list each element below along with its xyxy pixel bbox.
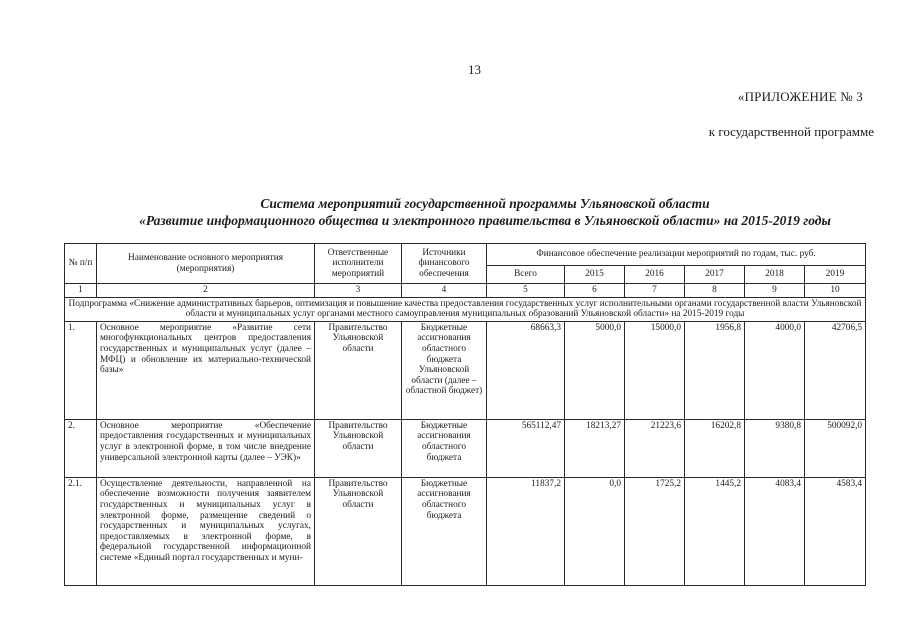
header-total: Всего [487, 266, 565, 284]
row-2018: 4000,0 [745, 321, 805, 419]
measures-table [64, 243, 866, 586]
subprogram-row [65, 297, 866, 321]
row-total: 11837,2 [487, 477, 565, 585]
table-row [65, 477, 866, 585]
column-numbers-row [65, 284, 866, 298]
col-number: 3 [315, 284, 402, 298]
header-year-2015: 2015 [565, 266, 625, 284]
row-2019: 42706,5 [805, 321, 866, 419]
row-name: Осуществление деятельности, направленной на обеспечение возможности получения заявителем государственных и муниципальных услуг в электронной форме, размещение сведений о государственных и муниципальных услугах, предоставляемых в электронной форме, в федеральной государственной информационной системе «Единый портал государственных и муни- [97, 477, 315, 585]
row-num: 2.1. [65, 477, 97, 585]
row-2018: 9380,8 [745, 419, 805, 477]
row-name: Основное мероприятие «Обеспечение предоставления государственных и муниципальных услуг в электронной форме, в том числе внедрение универсальной электронной карты (далее – УЭК)» [97, 419, 315, 477]
row-2019: 500092,0 [805, 419, 866, 477]
row-executor: Правительство Ульяновской области [315, 419, 402, 477]
row-2016: 15000,0 [625, 321, 685, 419]
row-source: Бюджетные ассигнования областного бюджета [402, 419, 487, 477]
row-2017: 1956,8 [685, 321, 745, 419]
subprogram-title: Подпрограмма «Снижение административных барьеров, оптимизация и повышение качества предоставления государственных услуг исполнительными органами государственной власти Ульяновской области и муниципальных услуг органами местного самоуправления муниципальных образований Ульяновской области» на 2015-2019 годы [65, 297, 866, 321]
row-num: 1. [65, 321, 97, 419]
row-2015: 5000,0 [565, 321, 625, 419]
measures-table-container [64, 243, 865, 586]
col-number: 8 [685, 284, 745, 298]
row-2018: 4083,4 [745, 477, 805, 585]
header-finance: Финансовое обеспечение реализации мероприятий по годам, тыс. руб. [487, 244, 866, 266]
header-sources: Источники финансового обеспечения [402, 244, 487, 284]
row-2017: 16202,8 [685, 419, 745, 477]
row-2015: 18213,27 [565, 419, 625, 477]
col-number: 2 [97, 284, 315, 298]
row-2015: 0,0 [565, 477, 625, 585]
header-num: № п/п [65, 244, 97, 284]
row-total: 565112,47 [487, 419, 565, 477]
row-2016: 1725,2 [625, 477, 685, 585]
header-name: Наименование основного мероприятия (мероприятия) [97, 244, 315, 284]
title-line-2: «Развитие информационного общества и электронного правительства в Ульяновской области» на 2015-2019 годы [139, 213, 831, 228]
row-executor: Правительство Ульяновской области [315, 321, 402, 419]
row-source: Бюджетные ассигнования областного бюджета [402, 477, 487, 585]
row-2016: 21223,6 [625, 419, 685, 477]
row-2017: 1445,2 [685, 477, 745, 585]
row-executor: Правительство Ульяновской области [315, 477, 402, 585]
col-number: 5 [487, 284, 565, 298]
row-total: 68663,3 [487, 321, 565, 419]
appendix-subtitle: к государственной программе [708, 124, 874, 139]
row-name: Основное мероприятие «Развитие сети многофункциональных центров предоставления государственных и муниципальных услуг (далее – МФЦ) и обновление их материально-технической базы» [97, 321, 315, 419]
row-2019: 4583,4 [805, 477, 866, 585]
table-row [65, 419, 866, 477]
table-row [65, 321, 866, 419]
col-number: 9 [745, 284, 805, 298]
header-year-2017: 2017 [685, 266, 745, 284]
page-number: 13 [468, 62, 481, 77]
col-number: 6 [565, 284, 625, 298]
header-year-2019: 2019 [805, 266, 866, 284]
header-executors: Ответственные исполнители мероприятий [315, 244, 402, 284]
title-line-1: Система мероприятий государственной программы Ульяновской области [260, 196, 710, 211]
col-number: 7 [625, 284, 685, 298]
row-source: Бюджетные ассигнования областного бюджета Ульяновской области (далее – областной бюджет) [402, 321, 487, 419]
col-number: 1 [65, 284, 97, 298]
header-year-2018: 2018 [745, 266, 805, 284]
header-row-1 [65, 244, 866, 266]
document-title [60, 195, 905, 229]
header-year-2016: 2016 [625, 266, 685, 284]
row-num: 2. [65, 419, 97, 477]
appendix-label: «ПРИЛОЖЕНИЕ № 3 [737, 89, 863, 104]
col-number: 10 [805, 284, 866, 298]
col-number: 4 [402, 284, 487, 298]
